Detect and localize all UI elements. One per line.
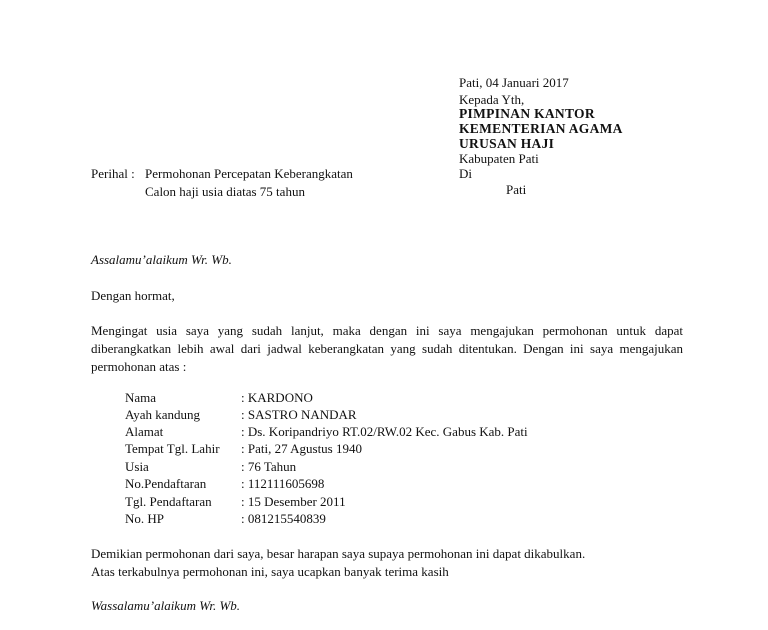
detail-value: : Ds. Koripandriyo RT.02/RW.02 Kec. Gabus Kab. Pati	[241, 424, 528, 439]
intro-paragraph: Mengingat usia saya yang sudah lanjut, maka dengan ini saya mengajukan permohonan untuk dapat diberangkatkan lebih awal dari jadwal keberangkatan yang sudah ditentukan. Dengan ini saya mengajukan permohonan atas :	[91, 323, 683, 374]
detail-value: : KARDONO	[241, 390, 313, 405]
perihal-line-1: Permohonan Percepatan Keberangkatan	[145, 166, 353, 181]
recipient-line-3: URUSAN HAJI	[459, 136, 555, 151]
detail-value: : 15 Desember 2011	[241, 494, 346, 509]
detail-value: : SASTRO NANDAR	[241, 407, 357, 422]
perihal-line-2: Calon haji usia diatas 75 tahun	[145, 184, 305, 199]
recipient-line-2: KEMENTERIAN AGAMA	[459, 121, 623, 136]
letter-date: Pati, 04 Januari 2017	[459, 75, 569, 90]
detail-label: Tempat Tgl. Lahir	[125, 441, 220, 456]
detail-value: : 081215540839	[241, 511, 326, 526]
detail-label: Nama	[125, 390, 157, 405]
greeting: Assalamu’alaikum Wr. Wb.	[91, 252, 232, 267]
closing-line-1: Demikian permohonan dari saya, besar harapan saya supaya permohonan ini dapat dikabulkan.	[91, 546, 586, 561]
recipient-city: Pati	[506, 182, 527, 197]
detail-label: Alamat	[125, 424, 164, 439]
detail-row-alamat	[125, 424, 685, 441]
detail-value: : 76 Tahun	[241, 459, 297, 474]
detail-label: No. HP	[125, 511, 165, 526]
detail-label: Usia	[125, 459, 149, 474]
detail-row-nopendaftaran	[125, 476, 685, 493]
detail-row-nama	[125, 390, 685, 407]
detail-row-nohp	[125, 511, 685, 528]
farewell: Wassalamu’alaikum Wr. Wb.	[91, 598, 241, 613]
detail-row-ttl	[125, 441, 685, 458]
detail-value: : 112111605698	[241, 476, 325, 491]
detail-row-tglpendaftaran	[125, 494, 685, 511]
salutation: Dengan hormat,	[91, 288, 175, 303]
detail-row-usia	[125, 459, 685, 476]
recipient-di: Di	[459, 166, 472, 181]
detail-label: No.Pendaftaran	[125, 476, 207, 491]
closing-line-2: Atas terkabulnya permohonan ini, saya ucapkan banyak terima kasih	[91, 564, 449, 579]
recipient-salutation: Kepada Yth,	[459, 92, 525, 107]
detail-label: Ayah kandung	[125, 407, 200, 422]
detail-label: Tgl. Pendaftaran	[125, 494, 212, 509]
detail-value: : Pati, 27 Agustus 1940	[241, 441, 362, 456]
recipient-kabupaten: Kabupaten Pati	[459, 151, 539, 166]
recipient-line-1: PIMPINAN KANTOR	[459, 106, 595, 121]
perihal-label: Perihal :	[91, 166, 135, 181]
detail-row-ayah	[125, 407, 685, 424]
